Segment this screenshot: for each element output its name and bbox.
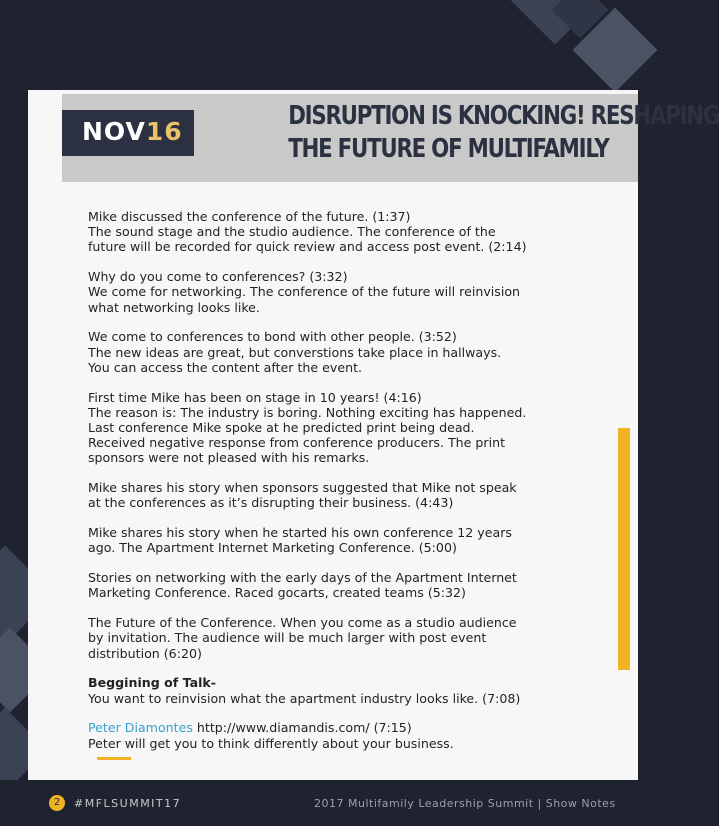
- reference-note: Peter will get you to think differently about your business.: [88, 735, 454, 751]
- note-line: Mike shares his story when sponsors suggested that Mike not speak: [88, 480, 517, 496]
- note-line: Last conference Mike spoke at he predicted print being dead.: [88, 420, 475, 436]
- note-line: Why do you come to conferences? (3:32): [88, 269, 348, 285]
- note-line: You can access the content after the event.: [88, 359, 363, 375]
- note-line: Mike shares his story when he started his own conference 12 years: [88, 525, 512, 541]
- note-line: Received negative response from conference producers. The print: [88, 435, 506, 451]
- note-line: We come to conferences to bond with other people. (3:52): [88, 329, 457, 345]
- note-line: Marketing Conference. Raced gocarts, created teams (5:32): [88, 585, 466, 601]
- notes-body: [88, 209, 588, 765]
- note-line: We come for networking. The conference of the future will reinvision: [88, 284, 521, 300]
- footer-doc-title: 2017 Multifamily Leadership Summit | Show Notes: [314, 797, 616, 810]
- note-paragraph: [88, 525, 588, 555]
- footer-hashtag: #MFLSUMMIT17: [74, 797, 182, 810]
- talk-heading: Beggining of Talk-: [88, 675, 217, 691]
- date-label: [82, 117, 183, 146]
- note-paragraph: [88, 615, 588, 661]
- note-line: The reason is: The industry is boring. Nothing exciting has happened.: [88, 404, 527, 420]
- note-line: The Future of the Conference. When you come as a studio audience: [88, 615, 517, 631]
- note-paragraph: [88, 329, 588, 375]
- note-paragraph: [88, 209, 588, 255]
- accent-underline: [97, 757, 131, 760]
- talk-section: [88, 675, 588, 705]
- note-line: what networking looks like.: [88, 299, 260, 315]
- note-line: Stories on networking with the early days of the Apartment Internet: [88, 570, 517, 586]
- title-line-2: THE FUTURE OF MULTIFAMILY: [288, 134, 609, 164]
- reference-link-name[interactable]: Peter Diamontes: [88, 720, 193, 736]
- note-line: The new ideas are great, but converstions take place in hallways.: [88, 344, 502, 360]
- note-paragraph: [88, 570, 588, 600]
- note-line: future will be recorded for quick review and access post event. (2:14): [88, 239, 527, 255]
- note-paragraph: [88, 269, 588, 315]
- reference-line: [88, 720, 588, 735]
- date-day: 16: [145, 117, 183, 146]
- accent-bar: [618, 428, 630, 670]
- note-line: First time Mike has been on stage in 10 years! (4:16): [88, 389, 422, 405]
- note-paragraph: [88, 480, 588, 510]
- reference-link-url[interactable]: http://www.diamandis.com/ (7:15): [192, 720, 412, 736]
- note-line: The sound stage and the studio audience. The conference of the: [88, 224, 496, 240]
- note-line: by invitation. The audience will be much larger with post event: [88, 630, 487, 646]
- note-paragraph: [88, 390, 588, 466]
- note-line: at the conferences as it’s disrupting their business. (4:43): [88, 495, 454, 511]
- page-number: 2: [49, 795, 65, 811]
- reference-section: [88, 720, 588, 750]
- note-line: distribution (6:20): [88, 645, 202, 661]
- note-line: ago. The Apartment Internet Marketing Conference. (5:00): [88, 540, 457, 556]
- note-line: sponsors were not pleased with his remarks.: [88, 450, 370, 466]
- date-month: NOV: [82, 117, 146, 146]
- page-title: [218, 100, 719, 166]
- title-line-1: DISRUPTION IS KNOCKING! RESHAPING: [288, 101, 719, 131]
- talk-line: You want to reinvision what the apartment industry looks like. (7:08): [88, 690, 521, 706]
- note-line: Mike discussed the conference of the future. (1:37): [88, 209, 411, 224]
